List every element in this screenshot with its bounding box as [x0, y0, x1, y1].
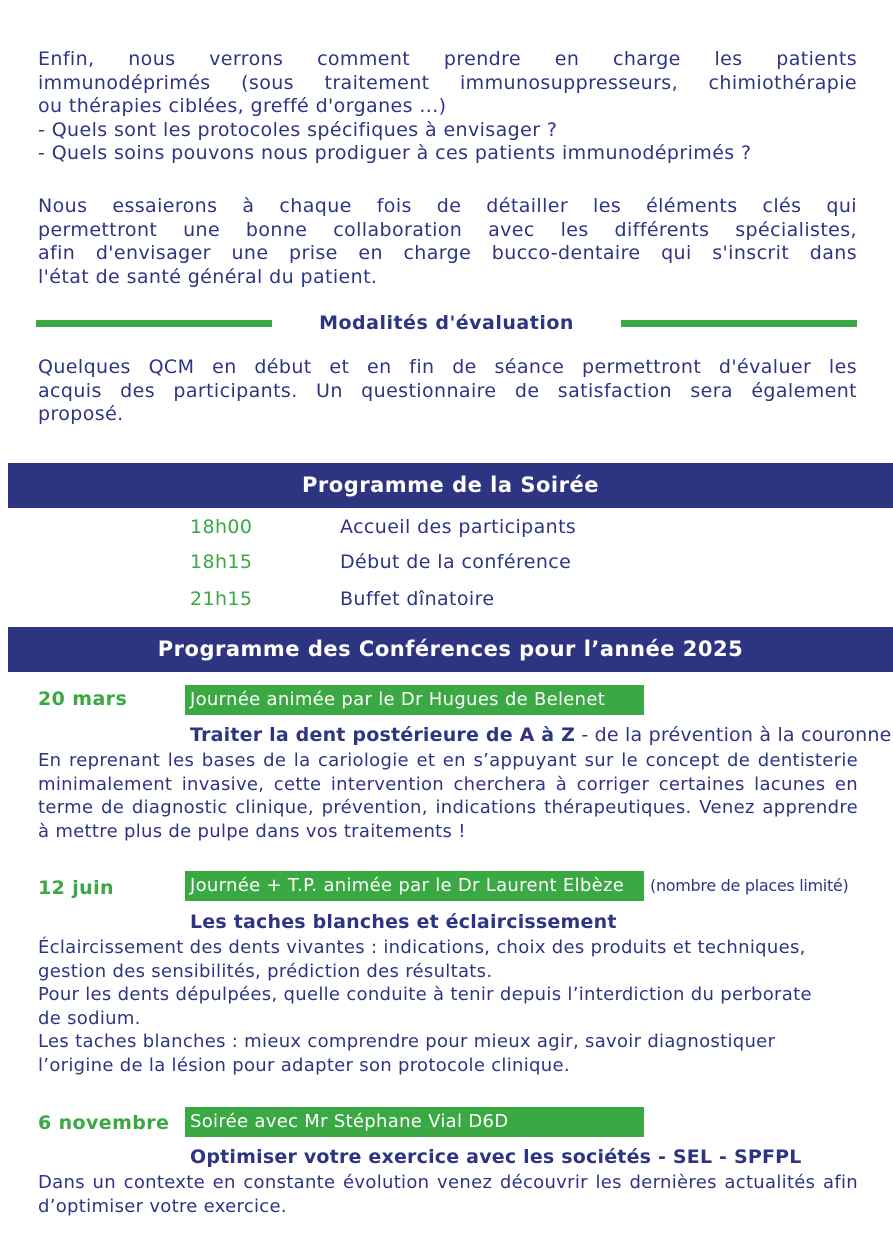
text-line: Dans un contexte en constante évolution venez découvrir les dernières actualités afin — [38, 1172, 858, 1193]
text-line: Pour les dents dépulpées, quelle conduite à tenir depuis l’interdiction du perborate — [38, 984, 812, 1005]
soiree-banner: Programme de la Soirée — [8, 463, 893, 508]
event-title — [190, 911, 617, 934]
text-line: terme de diagnostic clinique, prévention, indications thérapeutiques. Venez apprendre — [38, 797, 858, 818]
text-line: l’origine de la lésion pour adapter son protocole clinique. — [38, 1054, 570, 1076]
event-title-bold: Traiter la dent postérieure de A à Z — [190, 724, 576, 746]
event-date: 6 novembre — [38, 1112, 170, 1134]
schedule-time: 21h15 — [190, 588, 253, 610]
text-line: ou thérapies ciblées, greffé d'organes ...) — [38, 95, 447, 117]
evaluation-heading — [36, 312, 857, 334]
event-date: 20 mars — [38, 688, 128, 710]
text-line: Enfin, nous verrons comment prendre en charge les patients — [38, 48, 857, 70]
event-title — [190, 724, 892, 747]
intro-paragraph-1 — [38, 48, 857, 166]
event-title-rest: - de la prévention à la couronne — [575, 724, 892, 746]
text-line: - Quels soins pouvons nous prodiguer à ces patients immunodéprimés ? — [38, 142, 752, 164]
text-line: d’optimiser votre exercice. — [38, 1195, 287, 1217]
green-rule-right — [621, 320, 857, 327]
event-title-bold: Optimiser votre exercice avec les sociétés - SEL - SPFPL — [190, 1146, 802, 1168]
event-note: (nombre de places limité) — [650, 876, 849, 895]
text-line: à mettre plus de pulpe dans vos traitements ! — [38, 820, 466, 842]
text-line: immunodéprimés (sous traitement immunosuppresseurs, chimiothérapie — [38, 71, 857, 94]
text-line: acquis des participants. Un questionnaire de satisfaction sera également — [38, 379, 857, 402]
conferences-banner: Programme des Conférences pour l’année 2025 — [8, 627, 893, 672]
text-line: Quelques QCM en début et en fin de séance permettront d'évaluer les — [38, 356, 857, 378]
event-description — [38, 1171, 858, 1218]
event-speaker-tag: Journée + T.P. animée par le Dr Laurent Elbèze — [185, 871, 644, 901]
event-description — [38, 936, 858, 1077]
schedule-label: Accueil des participants — [340, 516, 577, 538]
text-line: Les taches blanches : mieux comprendre pour mieux agir, savoir diagnostiquer — [38, 1031, 776, 1052]
evaluation-title: Modalités d'évaluation — [319, 312, 574, 334]
event-speaker-tag: Journée animée par le Dr Hugues de Belenet — [185, 685, 644, 715]
schedule-label: Buffet dînatoire — [340, 588, 495, 610]
schedule-time: 18h15 — [190, 551, 253, 573]
text-line: permettront une bonne collaboration avec les différents spécialistes, — [38, 218, 857, 241]
event-title-bold: Les taches blanches et éclaircissement — [190, 911, 617, 933]
event-date: 12 juin — [38, 877, 114, 899]
schedule-time: 18h00 — [190, 516, 253, 538]
text-line: de sodium. — [38, 1007, 141, 1029]
text-line: Nous essaierons à chaque fois de détailler les éléments clés qui — [38, 195, 857, 217]
event-description — [38, 749, 858, 843]
text-line: l'état de santé général du patient. — [38, 265, 378, 288]
evaluation-text — [38, 356, 857, 427]
text-line: En reprenant les bases de la cariologie et en s’appuyant sur le concept de dentisterie — [38, 750, 858, 771]
event-speaker-tag: Soirée avec Mr Stéphane Vial D6D — [185, 1107, 644, 1137]
intro-paragraph-2 — [38, 195, 857, 289]
text-line: gestion des sensibilités, prédiction des résultats. — [38, 960, 493, 982]
text-line: afin d'envisager une prise en charge bucco-dentaire qui s'inscrit dans — [38, 242, 857, 264]
text-line: minimalement invasive, cette intervention cherchera à corriger certaines lacunes en — [38, 773, 858, 795]
schedule-label: Début de la conférence — [340, 551, 572, 573]
text-line: - Quels sont les protocoles spécifiques à envisager ? — [38, 118, 558, 141]
text-line: proposé. — [38, 403, 124, 425]
green-rule-left — [36, 320, 272, 327]
text-line: Éclaircissement des dents vivantes : indications, choix des produits et techniques, — [38, 937, 806, 958]
event-title — [190, 1146, 802, 1169]
